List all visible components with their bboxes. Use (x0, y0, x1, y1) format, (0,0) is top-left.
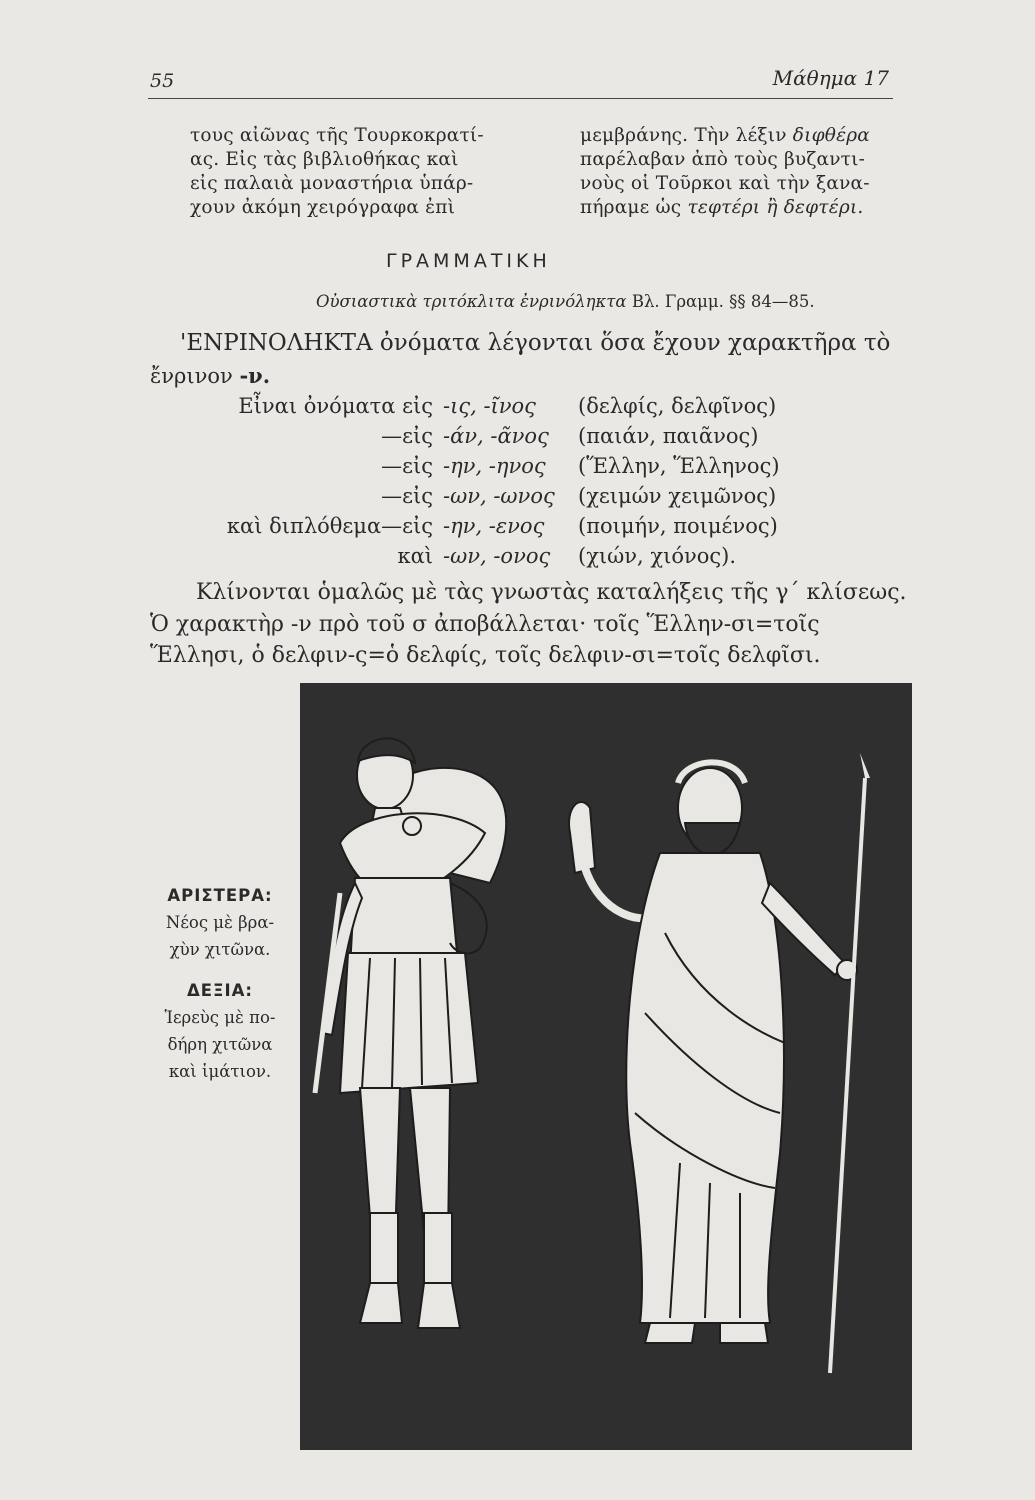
top-left-column (190, 124, 520, 220)
row-prefix: —εἰς (381, 424, 433, 448)
row-example: (παιάν, παιᾶνος) (578, 424, 759, 448)
row-example: (Ἕλλην, Ἕλληνος) (578, 454, 780, 478)
row-prefix: καὶ (397, 544, 433, 568)
row-endings: -ην, -ενος (443, 514, 545, 538)
youth-foot-right (418, 1283, 460, 1328)
paragraph-line: Κλίνονται ὁμαλῶς μὲ τὰς γνωστὰς καταλήξεις τῆς γ΄ κλίσεως. (196, 580, 907, 605)
text-italic: τεφτέρι ἢ δεφτέρι. (687, 197, 864, 218)
text-line: εἰς παλαιὰ μοναστήρια ὑπάρ- (190, 173, 474, 194)
paragraph-line: Ὁ χαρακτὴρ -ν πρὸ τοῦ σ ἀποβάλλεται· τοῖς Ἕλλην-σι=τοῖς (150, 612, 820, 637)
figure-drawing (300, 683, 912, 1450)
row-example: (δελφίς, δελφῖνος) (578, 394, 777, 418)
definition-plain: ἔνρινον (150, 364, 240, 388)
priest-raised-hand (569, 802, 595, 873)
text-line: χουν ἀκόμη χειρόγραφα ἐπὶ (190, 197, 456, 218)
paragraph-line: Ἕλλησι, ὁ δελφιν-ς=ὁ δελφίς, τοῖς δελφιν-σι=τοῖς δελφῖσι. (150, 643, 821, 668)
youth-greave-left (370, 1213, 398, 1283)
top-right-column (580, 124, 910, 220)
text-italic: διφθέρα (792, 125, 870, 146)
definition-bold: -ν. (239, 363, 271, 388)
row-prefix: Εἶναι ὀνόματα εἰς (238, 394, 433, 418)
note-plain: Βλ. Γραμμ. §§ 84—85. (626, 292, 815, 311)
text-line (580, 148, 910, 172)
row-prefix: καὶ διπλόθεμα—εἰς (226, 514, 433, 538)
row-example: (χιών, χιόνος). (578, 544, 737, 568)
text-line (580, 172, 910, 196)
row-endings: -ις, -ῖνος (443, 394, 536, 418)
row-endings: -ων, -ωνος (443, 484, 555, 508)
text-plain: μεμβράνης. Τὴν λέξιν (580, 125, 793, 146)
figure-caption (150, 882, 290, 1085)
text-plain: παρέλαβαν ἀπὸ τοὺς βυζαντι- (580, 149, 866, 170)
row-example: (χειμών χειμῶνος) (578, 484, 777, 508)
lesson-title: Μάθημα 17 (772, 66, 889, 90)
page-number: 55 (150, 70, 175, 92)
grammar-heading: ΓΡΑΜΜΑΤΙΚΗ (386, 250, 551, 272)
caption-right-heading: ΔΕΞΙΑ: (187, 981, 253, 1000)
youth-greave-right (424, 1213, 452, 1283)
caption-line: χὺν χιτῶνα. (169, 940, 271, 959)
text-plain: πήραμε ὡς (580, 197, 688, 218)
priest-foot-right (720, 1323, 768, 1343)
caption-line: Ἱερεὺς μὲ πο- (164, 1008, 276, 1027)
definition-line-cont (150, 363, 270, 388)
row-prefix: —εἰς (381, 454, 433, 478)
row-endings: -ων, -ονος (443, 544, 551, 568)
youth-brooch (403, 817, 421, 835)
priest-robe (626, 853, 784, 1323)
caption-line: Νέος μὲ βρα- (165, 913, 275, 932)
priest-foot-left (645, 1323, 695, 1343)
caption-line: καὶ ἱμάτιον. (168, 1062, 272, 1081)
text-line (580, 124, 910, 148)
text-plain: νοὺς οἱ Τοῦρκοι καὶ τὴν ξανα- (580, 173, 870, 194)
text-line: ας. Εἰς τὰς βιβλιοθήκας καὶ (190, 149, 459, 170)
header-rule (148, 98, 893, 99)
row-example: (ποιμήν, ποιμένος) (578, 514, 778, 538)
row-prefix: —εἰς (381, 484, 433, 508)
text-line (580, 196, 910, 220)
definition-line: 'ΕΝΡΙΝΟΛΗΚΤΑ ὀνόματα λέγονται ὅσα ἔχουν χαρακτῆρα τὸ (180, 330, 891, 356)
row-endings: -άν, -ᾶνος (443, 424, 549, 448)
note-italic: Οὐσιαστικὰ τριτόκλιτα ἐνρινόληκτα (316, 292, 627, 311)
text-line: τους αἰῶνας τῆς Τουρκοκρατί- (190, 125, 484, 146)
grammar-reference-note (316, 292, 815, 311)
vase-painting-illustration (300, 683, 912, 1450)
caption-line: δήρη χιτῶνα (167, 1035, 273, 1054)
caption-left-heading: ΑΡΙΣΤΕΡΑ: (167, 886, 273, 905)
youth-tunic (340, 953, 478, 1093)
row-endings: -ην, -ηνος (443, 454, 546, 478)
